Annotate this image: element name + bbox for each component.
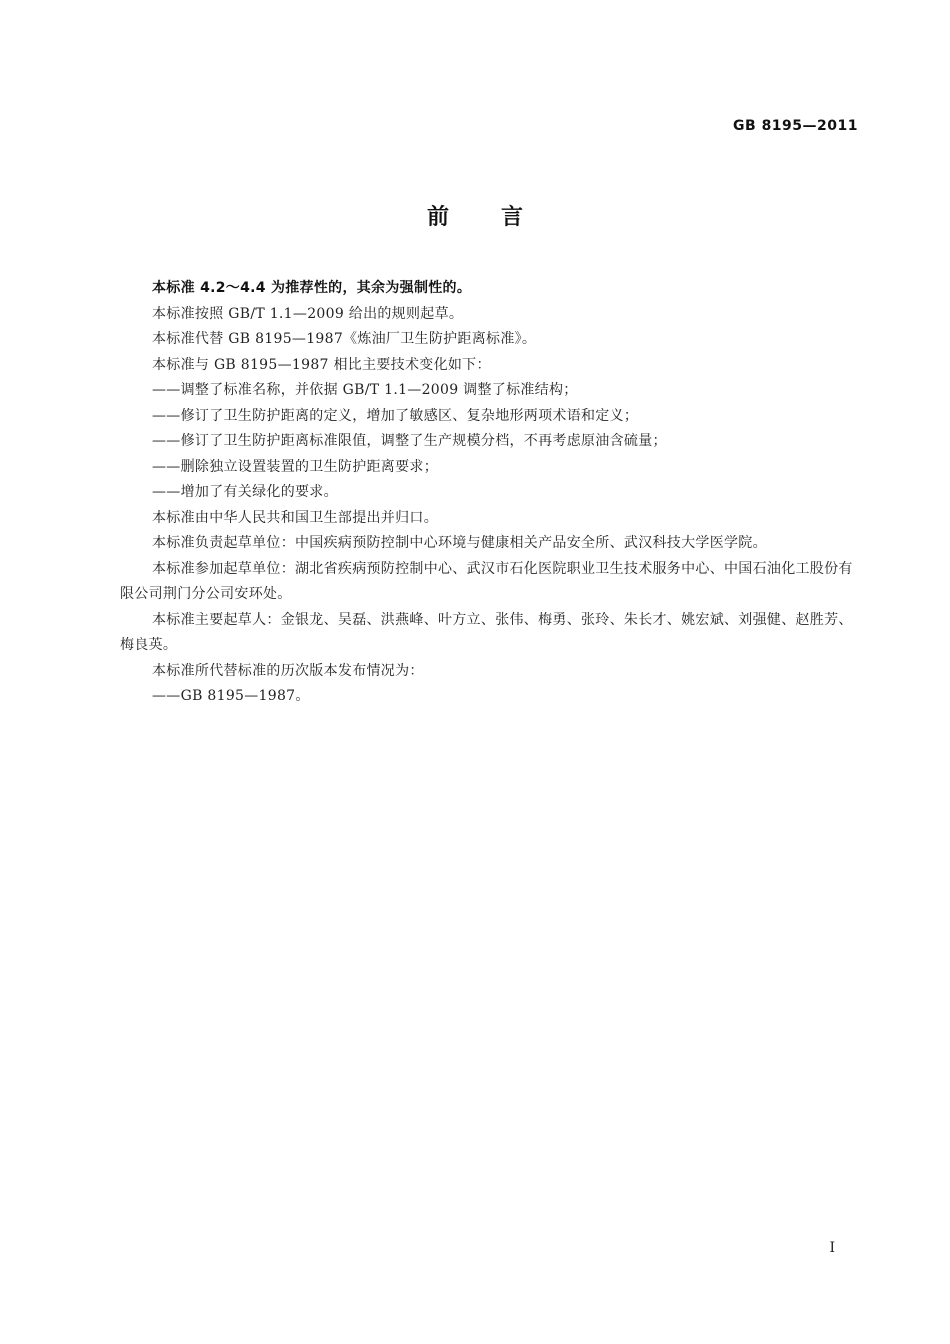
- paragraph: 本标准参加起草单位：湖北省疾病预防控制中心、武汉市石化医院职业卫生技术服务中心、中国石油化工股份有限公司荆门分公司安环处。: [120, 560, 853, 602]
- page-number: I: [829, 1240, 835, 1256]
- paragraph: 本标准与 GB 8195—1987 相比主要技术变化如下：: [152, 356, 491, 373]
- page-title: 前言: [426, 205, 575, 230]
- list-item: ——修订了卫生防护距离的定义，增加了敏感区、复杂地形两项术语和定义；: [152, 407, 639, 424]
- list-item: ——删除独立设置装置的卫生防护距离要求；: [152, 458, 438, 475]
- paragraph: 本标准所代替标准的历次版本发布情况为：: [152, 662, 424, 679]
- list-item: ——修订了卫生防护距离标准限值，调整了生产规模分档，不再考虑原油含硫量；: [152, 433, 667, 449]
- paragraph: 本标准按照 GB/T 1.1—2009 给出的规则起草。: [152, 305, 464, 322]
- list-item: ——增加了有关绿化的要求。: [152, 484, 338, 500]
- paragraph: 本标准负责起草单位：中国疾病预防控制中心环境与健康相关产品安全所、武汉科技大学医学院。: [152, 535, 767, 551]
- foreword-body: [120, 276, 858, 710]
- list-item: ——GB 8195—1987。: [152, 688, 310, 704]
- standard-number: GB 8195—2011: [733, 118, 858, 134]
- paragraph: 本标准主要起草人：金银龙、吴磊、洪燕峰、叶方立、张伟、梅勇、张玲、朱长才、姚宏斌、刘强健、赵胜芳、梅良英。: [120, 611, 853, 653]
- list-item: ——调整了标准名称，并依据 GB/T 1.1—2009 调整了标准结构；: [152, 382, 578, 398]
- paragraph: 本标准由中华人民共和国卫生部提出并归口。: [152, 509, 438, 526]
- paragraph-mandatory-note: 本标准 4.2～4.4 为推荐性的，其余为强制性的。: [152, 280, 472, 296]
- paragraph: 本标准代替 GB 8195—1987《炼油厂卫生防护距离标准》。: [152, 331, 537, 347]
